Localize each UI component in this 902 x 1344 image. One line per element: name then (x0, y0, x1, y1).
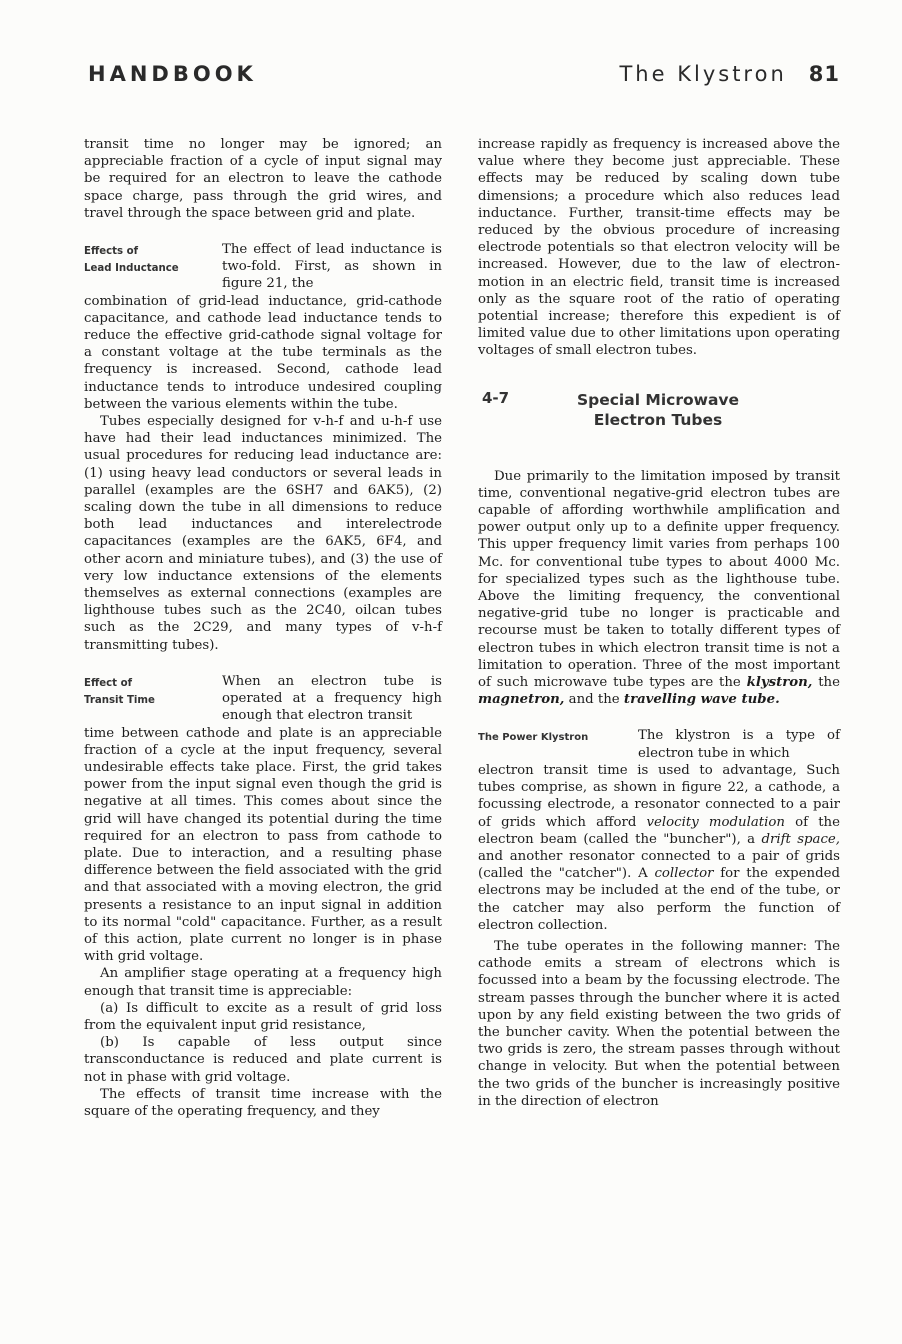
section-heading (478, 382, 840, 462)
side-heading: Effects of Lead Inductance (84, 246, 179, 275)
section-title: Special Microwave Electron Tubes (576, 390, 740, 429)
subsection-power-klystron (478, 727, 840, 761)
paragraph: combination of grid-lead inductance, grid-cathode capacitance, and cathode lead inductance tends to reduce the effective grid-cathode signal voltage for a constant voltage at the tube terminals as the frequency is increased. Second, cathode lead inductance tends to introduce undesired coupling between the various elements within the tube. (84, 293, 442, 412)
paragraph: The tube operates in the following manner: The cathode emits a stream of electrons which is focussed into a beam by the focussing electrode. The stream passes through the buncher where it is acted upon by any field existing between the two grids of the buncher cavity. When the potential between the two grids is zero, the stream passes through without change in velocity. But when the potential between the two grids of the buncher is increasingly positive in the direction of electron (478, 938, 840, 1109)
side-heading: The Power Klystron (478, 732, 589, 744)
right-column (478, 136, 840, 1110)
subsection-lead-inductance (84, 241, 442, 293)
paragraph: The klystron is a type of electron tube in which (638, 728, 840, 761)
left-column (84, 136, 442, 1120)
page-number: 81 (808, 62, 840, 86)
chapter-title: The Klystron (619, 62, 787, 86)
subsection-transit-time (84, 673, 442, 725)
paragraph: Tubes especially designed for v-h-f and u-h-f use have had their lead inductances minimized. The usual procedures for reducing lead inductance are: (1) using heavy lead conductors or several leads in parallel (examples are the 6SH7 and 6AK5), (2) scaling down the tube in all dimensions to reduce both lead inductances and interelectrode capacitances (examples are the 6AK5, 6F4, and other acorn and miniature tubes), and (3) the use of very low inductance extensions of the elements themselves as external connections (examples are lighthouse tubes such as the 2C40, oilcan tubes such as the 2C29, and many types of v-h-f transmitting tubes). (84, 414, 442, 653)
paragraph: (a) Is difficult to excite as a result of grid loss from the equivalent input grid resistance, (84, 1000, 442, 1033)
paragraph: time between cathode and plate is an appreciable fraction of a cycle at the input frequency, several undesirable effects take place. First, the grid takes power from the input signal even though the grid is negative at all times. This comes about since the grid will have changed its potential during the time required for an electron to pass from cathode to plate. Due to interaction, and a resulting phase difference between the field associated with the grid and that associated with a moving electron, the grid presents a resistance to an input signal in addition to its normal "cold" capacitance. Further, as a result of this action, plate current no longer is in phase with grid voltage. (84, 725, 442, 965)
paragraph: The effects of transit time increase with the square of the operating frequency, and they (84, 1086, 442, 1119)
paragraph: transit time no longer may be ignored; an appreciable fraction of a cycle of input signal may be required for an electron to leave the cathode space charge, pass through the grid wires, and travel through the space between grid and plate. (84, 137, 442, 221)
paragraph: Due primarily to the limitation imposed by transit time, conventional negative-grid electron tubes are capable of affording worthwhile amplification and power output only up to a definite upper frequency. This upper frequency limit varies from perhaps 100 Mc. for conventional tube types to about 4000 Mc. for specialized types such as the lighthouse tube. Above the limiting frequency, the conventional negative-grid tube no longer is practicable and recourse must be taken to totally different types of electron tubes in which electron transit time is not a limitation to operation. Three of the most important of such microwave tube types are the klystron, the magnetron, and the travelling wave tube. (478, 468, 840, 708)
side-heading: Effect of Transit Time (84, 677, 155, 706)
paragraph: (b) Is capable of less output since transconductance is reduced and plate current is not in phase with grid voltage. (84, 1035, 442, 1085)
section-number: 4-7 (482, 388, 510, 407)
paragraph: When an electron tube is operated at a frequency high enough that electron transit (222, 673, 442, 724)
paragraph: electron transit time is used to advantage, Such tubes comprise, as shown in figure 22, a cathode, a focussing electrode, a resonator connected to a pair of grids which afford velocity modulation of the electron beam (called the "buncher"), a drift space, and another resonator connected to a pair of grids (called the "catcher"). A collector for the expended electrons may be included at the end of the tube, or the catcher may also perform the function of electron collection. (478, 762, 841, 933)
running-header-left: HANDBOOK (88, 62, 257, 86)
paragraph: increase rapidly as frequency is increased above the value where they become just appreciable. These effects may be reduced by scaling down tube dimensions; a procedure which also reduces lead inductance. Further, transit-time effects may be reduced by the obvious procedure of increasing electrode potentials so that electron velocity will be increased. However, due to the law of electron-motion in an electric field, transit time is increased only as the square root of the ratio of operating potential increase; therefore this expedient is of limited value due to other limitations upon operating voltages of small electron tubes. (478, 137, 840, 359)
paragraph: An amplifier stage operating at a frequency high enough that transit time is appreciable: (84, 966, 442, 999)
running-header-right (619, 62, 840, 86)
paragraph: The effect of lead inductance is two-fold. First, as shown in figure 21, the (222, 242, 442, 292)
